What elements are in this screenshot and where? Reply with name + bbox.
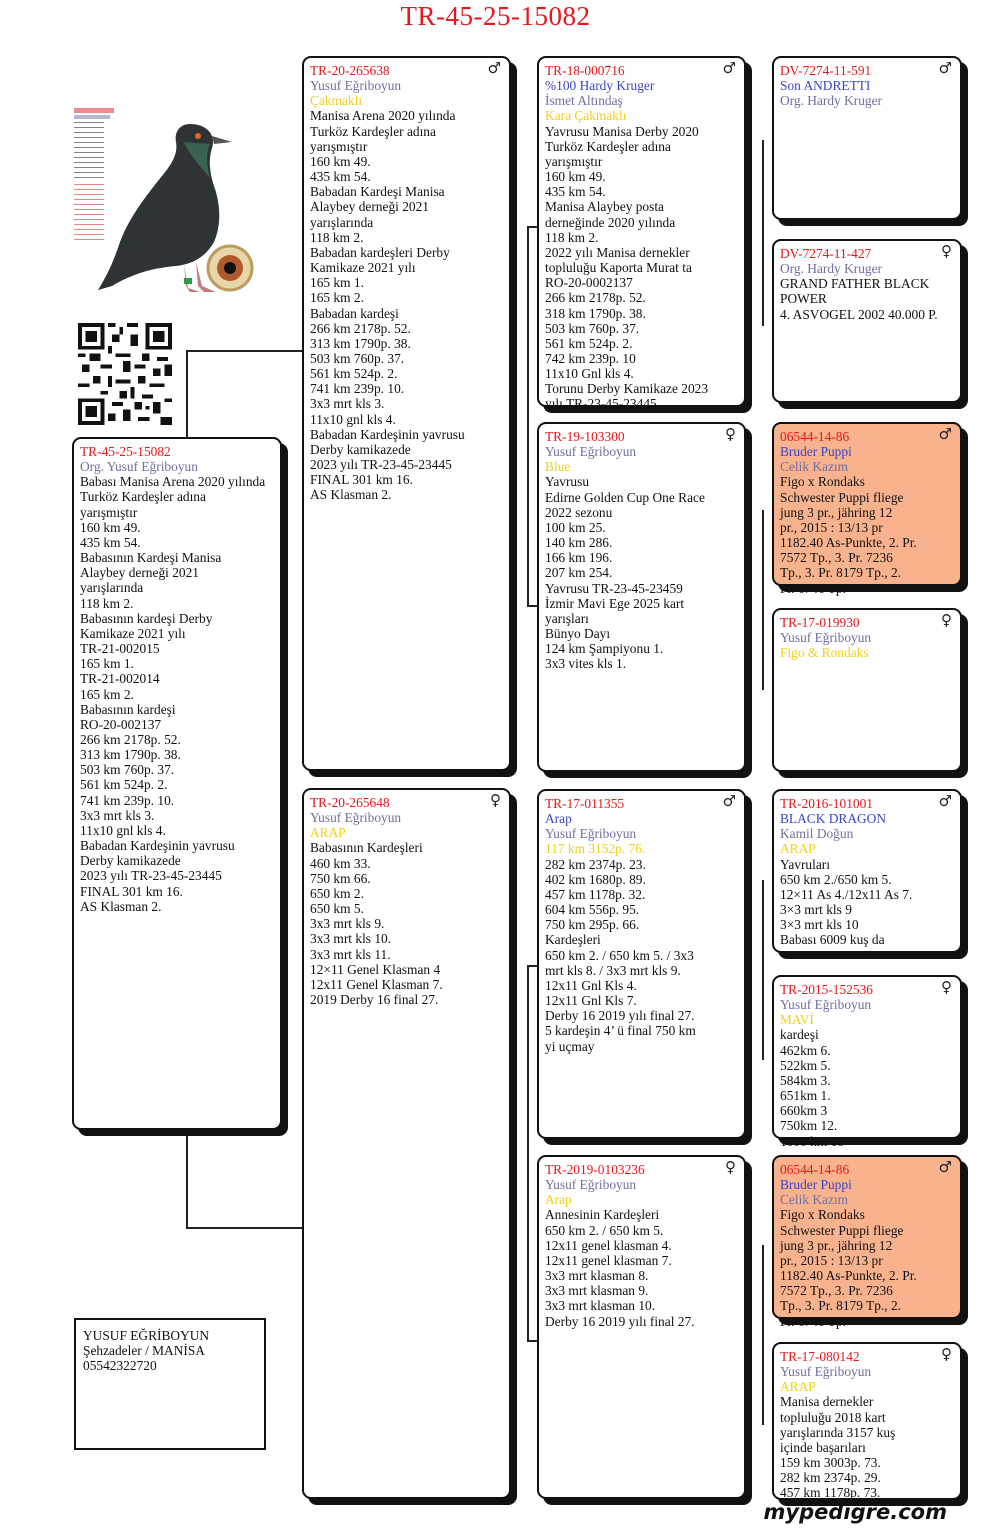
info-line: Torunu Derby Kamikaze 2023	[545, 381, 709, 397]
info-line: Kamikaze 2021 yılı	[80, 625, 186, 641]
info-line: 159 km 3003p. 73.	[780, 1455, 881, 1471]
info-line: Derby kamikazede	[310, 441, 411, 457]
owner-info-box	[74, 1318, 266, 1450]
info-line: 12x11 Gnl Kls 7.	[545, 993, 637, 1009]
female-symbol-icon: ♀	[725, 1158, 736, 1176]
card-dd-sire[interactable]	[772, 1155, 962, 1329]
ring-number: DV-7274-11-427	[780, 246, 872, 261]
info-line: 165 km 2.	[310, 290, 364, 306]
info-line: Turköz Kardeşler adına	[545, 138, 671, 154]
info-line: Alaybey derneği 2021	[310, 199, 429, 215]
info-line: Babasının Kardeşi Manisa	[80, 550, 222, 566]
info-line: 435 km 54.	[80, 534, 141, 550]
info-line: Yavruları	[780, 856, 830, 872]
info-line: Arap	[545, 1192, 572, 1208]
ring-number: DV-7274-11-591	[780, 63, 872, 78]
info-line: jung 3 pr., jähring 12	[780, 504, 893, 520]
info-line: Yavrusu Manisa Derby 2020	[545, 123, 699, 139]
info-line: ARAP	[780, 841, 816, 857]
info-line: İzmir Mavi Ege 2025 kart	[545, 595, 685, 611]
info-line: Manisa dernekler	[780, 1394, 874, 1410]
card-sd-sire[interactable]	[772, 422, 962, 596]
card-sd-dam[interactable]	[772, 608, 962, 772]
info-line: 2019 Derby 16 final 27.	[310, 992, 439, 1008]
info-line: yarışlarında 3157 kuş	[780, 1424, 896, 1440]
card-dam-sire[interactable]	[537, 789, 746, 1139]
female-symbol-icon: ♀	[941, 611, 952, 629]
info-line: 313 km 1790p. 38.	[80, 747, 181, 763]
info-line: 100 km 25.	[545, 519, 606, 535]
info-line: yarışmıştır	[545, 153, 603, 169]
card-main-pigeon[interactable]	[72, 437, 282, 1130]
info-line: Schwester Puppi fliege	[780, 489, 904, 505]
card-sire-dam[interactable]	[537, 422, 746, 772]
info-line: topluluğu 2018 kart	[780, 1409, 886, 1425]
male-symbol-icon: ♂	[722, 792, 736, 810]
info-line: yılı TR-23-45-23445	[545, 396, 657, 412]
info-line: Figo x Rondaks	[780, 1207, 865, 1223]
info-line: Babadan kardeşleri Derby	[310, 244, 450, 260]
info-line: 4. ASVOGEL 2002 40.000 P.	[780, 306, 938, 322]
info-line: 2022 sezonu	[545, 504, 613, 520]
card-dd-dam[interactable]	[772, 1342, 962, 1500]
info-line: Bruder Puppi	[780, 444, 852, 460]
info-line: Babası Manisa Arena 2020 yılında	[80, 474, 266, 490]
info-line: 3x3 mrt kls 9.	[310, 916, 385, 932]
connector-dam-v	[527, 965, 529, 1341]
info-line: topluluğu Kaporta Murat ta	[545, 260, 692, 276]
info-line: Figo x Rondaks	[780, 474, 865, 490]
info-line: derneğinde 2020 yılında	[545, 214, 676, 230]
info-line: 651km 1.	[780, 1088, 831, 1104]
card-sire-sire[interactable]	[537, 56, 746, 412]
info-line: ARAP	[310, 825, 346, 841]
info-line: Tp., 3. Pr. 8179 Tp., 2.	[780, 1298, 902, 1314]
info-line: 11x10 gnl kls 4.	[310, 411, 396, 427]
info-line: Yusuf Eğriboyun	[780, 1364, 872, 1380]
info-line: TR-21-002015	[80, 641, 160, 657]
info-line: yi uçmay	[545, 1038, 595, 1054]
ring-number: TR-17-011355	[545, 796, 625, 811]
info-line: Yavrusu	[545, 474, 590, 490]
info-line: 282 km 2374p. 23.	[545, 856, 646, 872]
info-line: 561 km 524p. 2.	[310, 366, 398, 382]
info-line: Celik Kazım	[780, 459, 849, 475]
female-symbol-icon: ♀	[725, 425, 736, 443]
info-line: 3x3 mrt klasman 9.	[545, 1283, 649, 1299]
info-line: Babadan Kardeşi Manisa	[310, 184, 445, 200]
info-line: 7572 Tp., 3. Pr. 7236	[780, 1283, 893, 1299]
female-symbol-icon: ♀	[941, 978, 952, 996]
connector-dd-v	[762, 1245, 764, 1425]
info-line: Annesinin Kardeşleri	[545, 1207, 660, 1223]
info-line: 462km 6.	[780, 1042, 831, 1058]
info-line: Manisa Arena 2020 yılında	[310, 108, 456, 124]
info-line: Tp., 3. Pr. 8179 Tp., 2.	[780, 565, 902, 581]
ring-number: TR-45-25-15082	[80, 444, 171, 459]
info-line: GRAND FATHER BLACK POWER	[780, 276, 933, 307]
info-line: Babadan Kardeşinin yavrusu	[310, 426, 465, 442]
female-symbol-icon: ♀	[941, 242, 952, 260]
ring-number: TR-2019-0103236	[545, 1162, 645, 1177]
info-line: 160 km 49.	[545, 169, 606, 185]
info-line: FINAL 301 km 16.	[80, 883, 183, 899]
info-line: 266 km 2178p. 52.	[545, 290, 646, 306]
info-line: 12×11 As 4./12x11 As 7.	[780, 886, 913, 902]
ring-number: 06544-14-86	[780, 1162, 850, 1177]
info-line: Kardeşleri	[545, 932, 601, 948]
info-line: 2022 yılı Manisa dernekler	[545, 244, 690, 260]
info-line: Pr. 6746 Tp.	[780, 580, 846, 596]
info-line: 650 km 2. / 650 km 5.	[545, 1222, 664, 1238]
connector-main-v-top	[186, 350, 188, 438]
info-line: yarışlarında	[80, 580, 144, 596]
info-line: 160 km 49.	[80, 519, 141, 535]
info-line: 741 km 239p. 10.	[80, 792, 175, 808]
info-line: 604 km 556p. 95.	[545, 902, 640, 918]
info-line: Yusuf Eğriboyun	[545, 826, 637, 842]
info-line: Kara Çakmaklı	[545, 108, 627, 124]
info-line: Blue	[545, 459, 571, 475]
info-line: Babasının kardeşi Derby	[80, 610, 213, 626]
info-line: 650 km 5.	[310, 901, 364, 917]
info-line: 457 km 1178p. 73.	[780, 1485, 881, 1501]
info-line: 522km 5.	[780, 1057, 831, 1073]
info-line: Schwester Puppi fliege	[780, 1222, 904, 1238]
info-line: kardeşi	[780, 1027, 819, 1043]
info-line: 3x3 mrt kls 10.	[310, 931, 392, 947]
info-line: 166 km 196.	[545, 550, 613, 566]
ring-number: TR-20-265638	[310, 63, 390, 78]
info-line: 165 km 1.	[310, 275, 364, 291]
info-line: Org. Hardy Kruger	[780, 93, 883, 109]
info-line: mrt kls 8. / 3x3 mrt kls 9.	[545, 962, 681, 978]
info-line: yarışmıştır	[80, 504, 138, 520]
info-line: %100 Hardy Kruger	[545, 78, 655, 94]
info-line: Bünyo Dayı	[545, 626, 611, 642]
connector-ds-v	[762, 880, 764, 1060]
info-line: 3x3 mrt kls 11.	[310, 946, 391, 962]
info-line: 1182.40 As-Punkte, 2. Pr.	[780, 535, 917, 551]
info-line: jung 3 pr., jähring 12	[780, 1237, 893, 1253]
info-line: 561 km 524p. 2.	[80, 777, 168, 793]
info-line: Manisa Alaybey posta	[545, 199, 665, 215]
info-line: Yusuf Eğriboyun	[545, 444, 637, 460]
info-line: 7572 Tp., 3. Pr. 7236	[780, 550, 893, 566]
info-line: ARAP	[780, 1379, 816, 1395]
info-line: Alaybey derneği 2021	[80, 565, 199, 581]
info-line: 750km 12.	[780, 1118, 838, 1134]
info-line: 3x3 mrt kls 3.	[80, 807, 155, 823]
info-line: 503 km 760p. 37.	[80, 762, 175, 778]
info-line: 12x11 Gnl Kls 4.	[545, 977, 637, 993]
info-line: 12x11 genel klasman 4.	[545, 1237, 672, 1253]
male-symbol-icon: ♂	[938, 1158, 952, 1176]
info-line: yarışları	[545, 610, 589, 626]
info-line: içinde başarıları	[780, 1439, 866, 1455]
photo-caption-text	[74, 108, 114, 242]
owner-name: YUSUF EĞRİBOYUN	[83, 1328, 210, 1343]
connector-ss-v	[762, 140, 764, 326]
info-line: 3x3 mrt kls 3.	[310, 396, 385, 412]
info-line: 160 km 49.	[310, 153, 371, 169]
info-line: 11x10 Gnl kls 4.	[545, 366, 634, 382]
info-line: 11x10 gnl kls 4.	[80, 822, 166, 838]
info-line: 3x3 vites kls 1.	[545, 656, 627, 672]
male-symbol-icon: ♂	[938, 425, 952, 443]
info-line: 124 km Şampiyonu 1.	[545, 641, 664, 657]
info-line: 207 km 254.	[545, 565, 613, 581]
card-ds-sire[interactable]	[772, 789, 962, 953]
info-line: 650 km 2. / 650 km 5. / 3x3	[545, 947, 694, 963]
card-dam[interactable]	[302, 788, 511, 1499]
info-line: 650 km 2.	[310, 885, 364, 901]
info-line: pr., 2015 : 13/13 pr	[780, 519, 883, 535]
info-line: 118 km 2.	[80, 595, 134, 611]
info-line: Org. Hardy Kruger	[780, 261, 883, 277]
info-line: 742 km 239p. 10	[545, 350, 636, 366]
info-line: 3x3 mrt klasman 10.	[545, 1298, 656, 1314]
connector-sire-sd-h	[527, 605, 537, 607]
info-line: Babasının kardeşi	[80, 701, 176, 717]
connector-sire-v	[527, 226, 529, 606]
connector-dam-ds-h	[527, 965, 537, 967]
info-line: 12x11 genel klasman 7.	[545, 1252, 672, 1268]
info-line: Celik Kazım	[780, 1192, 849, 1208]
info-line: 140 km 286.	[545, 535, 613, 551]
info-line: yarışmıştır	[310, 138, 368, 154]
info-line: 3×3 mrt kls 9	[780, 902, 852, 918]
info-line: Kamikaze 2021 yılı	[310, 260, 416, 276]
info-line: 12x11 Genel Klasman 7.	[310, 976, 443, 992]
qr-code[interactable]	[78, 322, 172, 426]
ring-number: TR-20-265648	[310, 795, 390, 810]
male-symbol-icon: ♂	[938, 792, 952, 810]
info-line: Yavrusu TR-23-45-23459	[545, 580, 683, 596]
info-line: 318 km 1790p. 38.	[545, 305, 646, 321]
card-dam-dam[interactable]	[537, 1155, 746, 1499]
female-symbol-icon: ♀	[941, 1345, 952, 1363]
connector-main-dam-h	[186, 1227, 302, 1229]
info-line: Bruder Puppi	[780, 1177, 852, 1193]
connector-main-sire-h	[186, 350, 302, 352]
info-line: 460 km 33.	[310, 855, 371, 871]
info-line: 660km 3	[780, 1103, 828, 1119]
info-line: Figo & Rondaks	[780, 645, 869, 661]
info-line: 118 km 2.	[310, 229, 364, 245]
info-line: 650 km 2./650 km 5.	[780, 871, 892, 887]
info-line: İsmet Altındaş	[545, 93, 623, 109]
info-line: 457 km 1178p. 32.	[545, 886, 646, 902]
info-line: Edirne Golden Cup One Race	[545, 489, 705, 505]
info-line: Yusuf Eğriboyun	[310, 78, 402, 94]
info-line: BLACK DRAGON	[780, 811, 887, 827]
info-line: Derby 16 2019 yılı final 27.	[545, 1313, 695, 1329]
info-line: AS Klasman 2.	[80, 898, 162, 914]
connector-main-v-bottom	[186, 1130, 188, 1228]
info-line: 3×3 mrt kls 10	[780, 917, 859, 933]
info-line: Kamil Doğun	[780, 826, 854, 842]
info-line: 266 km 2178p. 52.	[80, 731, 181, 747]
info-line: 1000 km 18	[780, 1133, 844, 1149]
info-line: Yusuf Eğriboyun	[780, 997, 872, 1013]
male-symbol-icon: ♂	[487, 59, 501, 77]
info-line: 165 km 1.	[80, 656, 134, 672]
info-line: 503 km 760p. 37.	[545, 320, 640, 336]
info-line: 313 km 1790p. 38.	[310, 335, 411, 351]
female-symbol-icon: ♀	[490, 791, 501, 809]
info-line: Babasının Kardeşleri	[310, 840, 423, 856]
info-line: 5 kardeşin 4’ ü final 750 km	[545, 1023, 696, 1039]
pedigree-title: TR-45-25-15082	[400, 1, 591, 31]
ring-number: TR-2016-101001	[780, 796, 873, 811]
info-line: Çakmaklı	[310, 93, 363, 109]
connector-dam-dd-h	[527, 1340, 537, 1342]
info-line: Babası 6009 kuş da	[780, 932, 885, 948]
info-line: 750 km 66.	[310, 870, 371, 886]
ring-number: TR-18-000716	[545, 63, 625, 78]
info-line: 435 km 54.	[545, 184, 606, 200]
ring-number: TR-19-103300	[545, 429, 625, 444]
connector-sire-ss-h	[527, 226, 537, 228]
info-line: 165 km 2.	[80, 686, 134, 702]
male-symbol-icon: ♂	[938, 59, 952, 77]
info-line: Babadan Kardeşinin yavrusu	[80, 838, 235, 854]
info-line: Babadan kardeşi	[310, 305, 399, 321]
info-line: AS Klasman 2.	[310, 487, 392, 503]
info-line: Yusuf Eğriboyun	[780, 630, 872, 646]
info-line: 435 km 54.	[310, 169, 371, 185]
info-line: Turköz Kardeşler adına	[310, 123, 436, 139]
info-line: FINAL 301 km 16.	[310, 472, 413, 488]
info-line: 750 km 295p. 66.	[545, 917, 640, 933]
info-line: TR-21-002014	[80, 671, 160, 687]
info-line: 12×11 Genel Klasman 4	[310, 961, 441, 977]
info-line: Derby kamikazede	[80, 853, 181, 869]
info-line: 118 km 2.	[545, 229, 599, 245]
info-line: 266 km 2178p. 52.	[310, 320, 411, 336]
brand-logo-text[interactable]: mypedigre.com	[763, 1500, 947, 1524]
owner-phone[interactable]: 05542322720	[83, 1358, 157, 1374]
info-line: 584km 3.	[780, 1072, 831, 1088]
connector-sd-v	[762, 510, 764, 690]
info-line: 282 km 2374p. 29.	[780, 1470, 881, 1486]
info-line: 503 km 760p. 37.	[310, 350, 405, 366]
info-line: 2023 yılı TR-23-45-23445	[80, 868, 222, 884]
info-line: Org. Yusuf Eğriboyun	[80, 459, 198, 475]
info-line: RO-20-002137	[80, 716, 162, 732]
ring-number: TR-17-080142	[780, 1349, 860, 1364]
info-line: Arap	[545, 811, 572, 827]
info-line: 561 km 524p. 2.	[545, 335, 633, 351]
info-line: Pr. 6746 Tp.	[780, 1313, 846, 1329]
info-line: yarışlarında	[310, 214, 374, 230]
ring-number: 06544-14-86	[780, 429, 850, 444]
info-line: 1182.40 As-Punkte, 2. Pr.	[780, 1268, 917, 1284]
info-line: 402 km 1680p. 89.	[545, 871, 646, 887]
info-line: 3x3 mrt klasman 8.	[545, 1268, 649, 1284]
card-sire[interactable]	[302, 56, 511, 771]
info-line: 117 km 3152p. 76.	[545, 841, 646, 857]
info-line: Son ANDRETTI	[780, 78, 871, 94]
info-line: pr., 2015 : 13/13 pr	[780, 1252, 883, 1268]
info-line: MAVİ	[780, 1012, 814, 1028]
owner-location: Şehzadeler / MANİSA	[83, 1343, 205, 1359]
info-line: 2023 yılı TR-23-45-23445	[310, 457, 452, 473]
info-line: Derby 16 2019 yılı final 27.	[545, 1008, 695, 1024]
info-line: Turköz Kardeşler adına	[80, 489, 206, 505]
card-ds-dam[interactable]	[772, 975, 962, 1149]
info-line: Yusuf Eğriboyun	[310, 810, 402, 826]
card-ss-dam[interactable]	[772, 239, 962, 403]
ring-number: TR-2015-152536	[780, 982, 873, 997]
male-symbol-icon: ♂	[722, 59, 736, 77]
card-ss-sire[interactable]	[772, 56, 962, 220]
info-line: 741 km 239p. 10.	[310, 381, 405, 397]
info-line: Yusuf Eğriboyun	[545, 1177, 637, 1193]
ring-number: TR-17-019930	[780, 615, 860, 630]
info-line: RO-20-0002137	[545, 275, 633, 291]
